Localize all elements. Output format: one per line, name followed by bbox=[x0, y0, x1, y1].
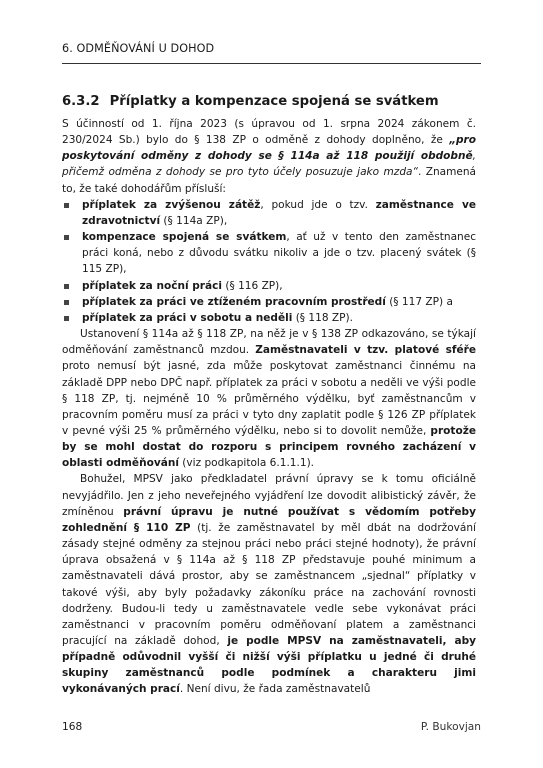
footer-author: P. Bukovjan bbox=[420, 721, 481, 733]
list-item-bold: příplatek za noční práci bbox=[82, 279, 222, 292]
intro-paragraph bbox=[62, 116, 476, 197]
list-item-text: (§ 116 ZP), bbox=[222, 279, 283, 292]
intro-text: S účinností od 1. října 2023 (s úpravou od 1. srpna 2024 zákonem č. 230/2024 Sb.) bylo do § 138 ZP o odměně z dohody doplněno, že bbox=[62, 118, 476, 147]
page-number: 168 bbox=[62, 721, 83, 733]
list-item bbox=[62, 229, 476, 277]
section-number: 6.3.2 bbox=[62, 94, 100, 109]
paragraph-text: (viz podkapitola 6.1.1.1). bbox=[178, 457, 315, 470]
list-item bbox=[62, 278, 476, 294]
list-item bbox=[62, 197, 476, 229]
paragraph-bold: je podle MPSV na zaměstnavateli, aby případně odůvodnil vyšší či nižší výši příplatku u jedné či druhé skupiny zaměstnanců podle podmínek a charakteru jimi vykonávaných prací bbox=[62, 635, 476, 696]
list-item bbox=[62, 310, 476, 326]
paragraph-salary-sphere bbox=[62, 326, 476, 471]
paragraph-text: Ustanovení § 114a až § 118 ZP, na něž je v § 138 ZP odkazováno, se týkají odměňování zaměstnanců mzdou. bbox=[62, 328, 476, 357]
list-item-bold: příplatek za zvýšenou zátěž bbox=[82, 198, 261, 211]
paragraph-mpsv bbox=[62, 471, 476, 697]
list-item-text: , pokud jde o tzv. bbox=[260, 198, 376, 211]
paragraph-text: . Není divu, že řada zaměstnavatelů bbox=[179, 683, 371, 696]
intro-text-end: . Znamená to, že také dohodářům přísluší: bbox=[62, 166, 477, 195]
page-body bbox=[62, 116, 476, 698]
header-rule bbox=[62, 63, 481, 64]
paragraph-bold: Zaměstnavateli v tzv. platové sféře bbox=[255, 344, 476, 357]
list-item-bold: příplatek za práci v sobotu a neděli bbox=[82, 311, 293, 324]
list-item-bold: kompenzace spojená se svátkem bbox=[82, 231, 287, 244]
paragraph-text: proto nemusí být jasné, zda může poskytovat zaměstnanci činnému na základě DPP nebo DPČ např. příplatek za práci v sobotu a neděli ve výši podle § 118 ZP, tj. nejméně 10 % průměrného výdělku, byť zaměstnancům v pracovním poměru musí za práci v tyto dny zaplatit podle § 126 ZP příplatek v pevné výši 25 % průměrného výdělku, nebo si to dovolit nemůže, bbox=[62, 360, 476, 437]
list-item-text: , ať už v tento den zaměstnanec práci koná, nebo z důvodu svátku nikoliv a jde o tzv. placený svátek (§ 115 ZP), bbox=[82, 231, 476, 276]
paragraph-text: (tj. že zaměstnavatel by měl dbát na dodržování zásady stejné odměny za stejnou práci nebo práci stejné hodnoty), že právní úprava obsažená v § 114a až § 118 ZP představuje pouhé minimum a zaměstnavateli dává prostor, aby se zaměstnancem „sjednal“ příplatky v takové výši, aby byly požadavky zákoníku práce na zachování rovnosti dodrženy. Budou-li tedy u zaměstnavatele vedle sebe vykonávat práci zaměstnanci v pracovním poměru odměňovaní platem a zaměstnanci pracující na základě dohod, bbox=[62, 521, 476, 647]
intro-quote-bold: „pro poskytování odměny z dohody se § 114a až 118 použijí obdobně bbox=[62, 134, 476, 163]
entitlement-list bbox=[62, 197, 476, 326]
paragraph-bold: protože by se mohl dostat do rozporu s principem rovného zacházení v oblasti odměňování bbox=[62, 424, 476, 470]
list-item-text: (§ 117 ZP) a bbox=[385, 295, 453, 308]
list-item-bold: příplatek za práci ve ztíženém pracovním prostředí bbox=[82, 295, 386, 308]
list-item-text-2: (§ 114a ZP), bbox=[160, 214, 228, 227]
list-item-bold-2: zaměstnance ve zdravotnictví bbox=[82, 198, 476, 227]
section-title: Příplatky a kompenzace spojená se svátkem bbox=[109, 94, 439, 109]
list-item-text: (§ 118 ZP). bbox=[292, 311, 353, 324]
running-head: 6. ODMĚŇOVÁNÍ U DOHOD bbox=[62, 42, 215, 55]
intro-quote: , přičemž odměna z dohody se pro tyto účely posuzuje jako mzda“ bbox=[62, 150, 476, 179]
paragraph-bold: právní úpravu je nutné používat s vědomím potřeby zohlednění § 110 ZP bbox=[62, 505, 476, 534]
list-item bbox=[62, 294, 476, 310]
paragraph-text: Bohužel, MPSV jako předkladatel právní úpravy se k tomu oficiálně nevyjádřilo. Jen z jeho neveřejného vyjádření lze dovodit alibistický závěr, že zmíněnou bbox=[62, 473, 476, 518]
section-heading bbox=[62, 94, 439, 109]
